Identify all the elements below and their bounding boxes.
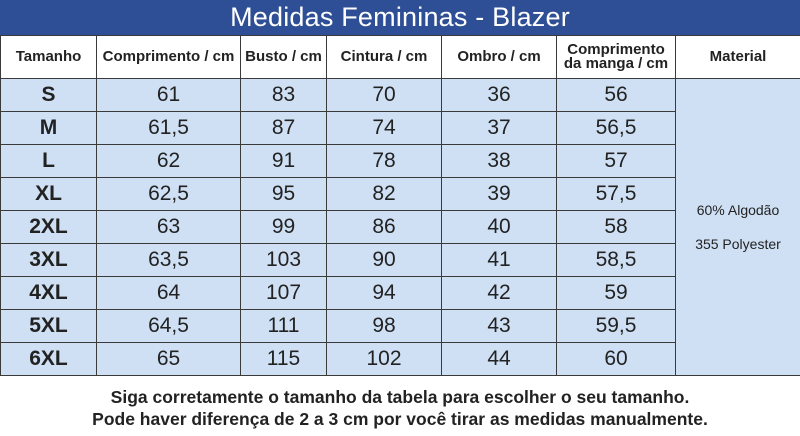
busto-cell: 99 (241, 211, 327, 244)
ombro-cell: 36 (442, 79, 557, 112)
ombro-cell: 42 (442, 277, 557, 310)
size-cell: XL (1, 178, 97, 211)
manga-cell: 57,5 (557, 178, 676, 211)
comprimento-cell: 64 (97, 277, 241, 310)
header-text: Cintura / cm (340, 48, 428, 65)
busto-cell: 115 (241, 343, 327, 376)
table-row (1, 79, 800, 112)
header-text: Tamanho (15, 48, 82, 65)
header-row (1, 36, 800, 79)
footer-line-1: Siga corretamente o tamanho da tabela para escolher o seu tamanho. (110, 387, 690, 407)
cintura-cell: 90 (327, 244, 442, 277)
material-text: 355 Polyester (695, 236, 781, 252)
ombro-cell: 39 (442, 178, 557, 211)
header-text: da manga / cm (563, 55, 669, 72)
header-text: Material (709, 48, 767, 65)
manga-cell: 60 (557, 343, 676, 376)
size-table (0, 35, 800, 376)
header-cintura (327, 36, 442, 79)
size-cell: 5XL (1, 310, 97, 343)
size-cell: 3XL (1, 244, 97, 277)
manga-cell: 58 (557, 211, 676, 244)
header-comprimento (97, 36, 241, 79)
size-cell: S (1, 79, 97, 112)
busto-cell: 103 (241, 244, 327, 277)
header-ombro (442, 36, 557, 79)
comprimento-cell: 62,5 (97, 178, 241, 211)
busto-cell: 107 (241, 277, 327, 310)
material-text: 60% Algodão (696, 202, 780, 218)
header-busto (241, 36, 327, 79)
busto-cell: 83 (241, 79, 327, 112)
header-text: Ombro / cm (457, 48, 541, 65)
size-cell: 4XL (1, 277, 97, 310)
table-body (1, 79, 800, 376)
cintura-cell: 98 (327, 310, 442, 343)
busto-cell: 111 (241, 310, 327, 343)
material-cell (676, 79, 800, 376)
comprimento-cell: 61 (97, 79, 241, 112)
busto-cell: 87 (241, 112, 327, 145)
size-cell: L (1, 145, 97, 178)
footer-line-2: Pode haver diferença de 2 a 3 cm por você tirar as medidas manualmente. (92, 409, 708, 429)
cintura-cell: 70 (327, 79, 442, 112)
cintura-cell: 82 (327, 178, 442, 211)
ombro-cell: 44 (442, 343, 557, 376)
comprimento-cell: 63,5 (97, 244, 241, 277)
ombro-cell: 37 (442, 112, 557, 145)
comprimento-cell: 61,5 (97, 112, 241, 145)
manga-cell: 59 (557, 277, 676, 310)
ombro-cell: 43 (442, 310, 557, 343)
cintura-cell: 74 (327, 112, 442, 145)
cintura-cell: 78 (327, 145, 442, 178)
comprimento-cell: 65 (97, 343, 241, 376)
comprimento-cell: 62 (97, 145, 241, 178)
cintura-cell: 102 (327, 343, 442, 376)
header-text: Busto / cm (245, 48, 322, 65)
busto-cell: 95 (241, 178, 327, 211)
comprimento-cell: 63 (97, 211, 241, 244)
busto-cell: 91 (241, 145, 327, 178)
manga-cell: 59,5 (557, 310, 676, 343)
header-text: Comprimento (567, 41, 665, 58)
size-cell: 2XL (1, 211, 97, 244)
ombro-cell: 41 (442, 244, 557, 277)
page-title: Medidas Femininas - Blazer (0, 0, 800, 35)
cintura-cell: 94 (327, 277, 442, 310)
manga-cell: 56 (557, 79, 676, 112)
size-cell: M (1, 112, 97, 145)
ombro-cell: 38 (442, 145, 557, 178)
header-material (676, 36, 800, 79)
manga-cell: 57 (557, 145, 676, 178)
comprimento-cell: 64,5 (97, 310, 241, 343)
manga-cell: 58,5 (557, 244, 676, 277)
header-comprimento-manga (557, 36, 676, 79)
manga-cell: 56,5 (557, 112, 676, 145)
cintura-cell: 86 (327, 211, 442, 244)
ombro-cell: 40 (442, 211, 557, 244)
header-tamanho (1, 36, 97, 79)
header-text: Comprimento / cm (102, 48, 235, 65)
footer-note (0, 386, 800, 430)
size-cell: 6XL (1, 343, 97, 376)
